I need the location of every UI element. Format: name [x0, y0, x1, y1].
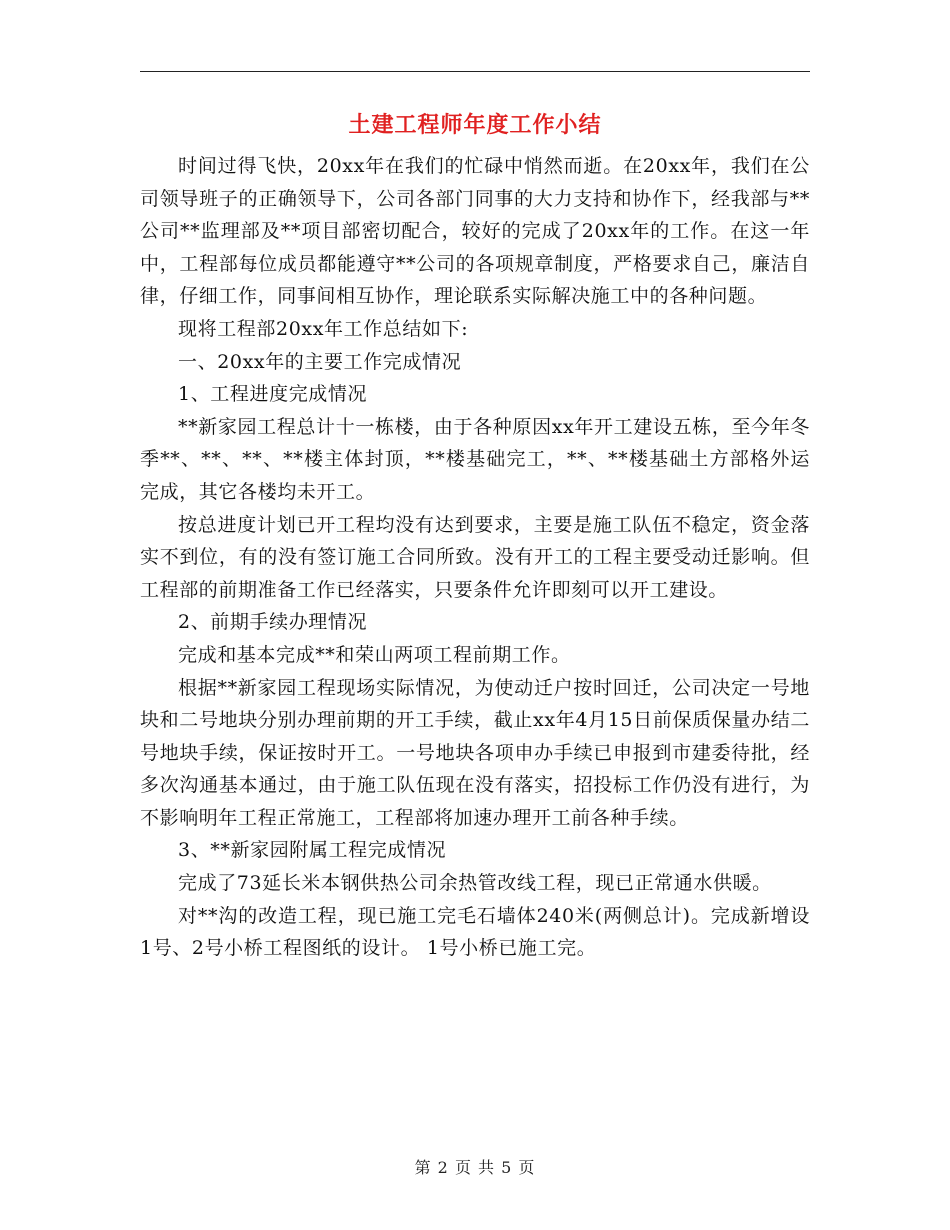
paragraph-ditch: 对**沟的改造工程，现已施工完毛石墙体240米(两侧总计)。完成新增设1号、2号小桥工程图纸的设计。 1号小桥已施工完。	[140, 904, 810, 960]
header-rule	[140, 71, 810, 72]
paragraph-procedures-done: 完成和基本完成**和荣山两项工程前期工作。	[178, 643, 571, 666]
paragraph-intro: 时间过得飞快，20xx年在我们的忙碌中悄然而逝。在20xx年，我们在公司领导班子的正确领导下，公司各部门同事的大力支持和协作下，经我部与**公司**监理部及**项目部密切配合，较好的完成了20xx年的工作。在这一年中，工程部每位成员都能遵守**公司的各项规章制度，严格要求自己，廉洁自律，仔细工作，同事间相互协作，理论联系实际解决施工中的各种问题。	[140, 155, 810, 308]
paragraph-summary-lead: 现将工程部20xx年工作总结如下:	[178, 317, 469, 340]
subheading-auxiliary: 3、**新家园附属工程完成情况	[178, 839, 447, 862]
subheading-procedures: 2、前期手续办理情况	[178, 611, 368, 634]
subheading-progress: 1、工程进度完成情况	[178, 383, 368, 406]
section-heading-1: 一、20xx年的主要工作完成情况	[178, 350, 462, 373]
paragraph-progress: **新家园工程总计十一栋楼，由于各种原因xx年开工建设五栋，至今年冬季**、**、**、**楼主体封顶，**楼基础完工，**、**楼基础土方部格外运完成，其它各楼均未开工。	[140, 415, 810, 503]
page-number-footer: 第 2 页 共 5 页	[414, 1158, 536, 1177]
document-title: 土建工程师年度工作小结	[348, 112, 602, 138]
paragraph-schedule: 按总进度计划已开工程均没有达到要求，主要是施工队伍不稳定，资金落实不到位，有的没有签订施工合同所致。没有开工的工程主要受动迁影响。但工程部的前期准备工作已经落实，只要条件允许即刻可以开工建设。	[140, 513, 810, 601]
paragraph-procedures-detail: 根据**新家园工程现场实际情况，为使动迁户按时回迁，公司决定一号地块和二号地块分别办理前期的开工手续，截止xx年4月15日前保质保量办结二号地块手续，保证按时开工。一号地块各项申办手续已申报到市建委待批，经多次沟通基本通过，由于施工队伍现在没有落实，招投标工作仍没有进行，为不影响明年工程正常施工，工程部将加速办理开工前各种手续。	[140, 676, 810, 829]
document-body	[140, 150, 810, 965]
paragraph-heating: 完成了73延长米本钢供热公司余热管改线工程，现已正常通水供暖。	[178, 872, 772, 895]
